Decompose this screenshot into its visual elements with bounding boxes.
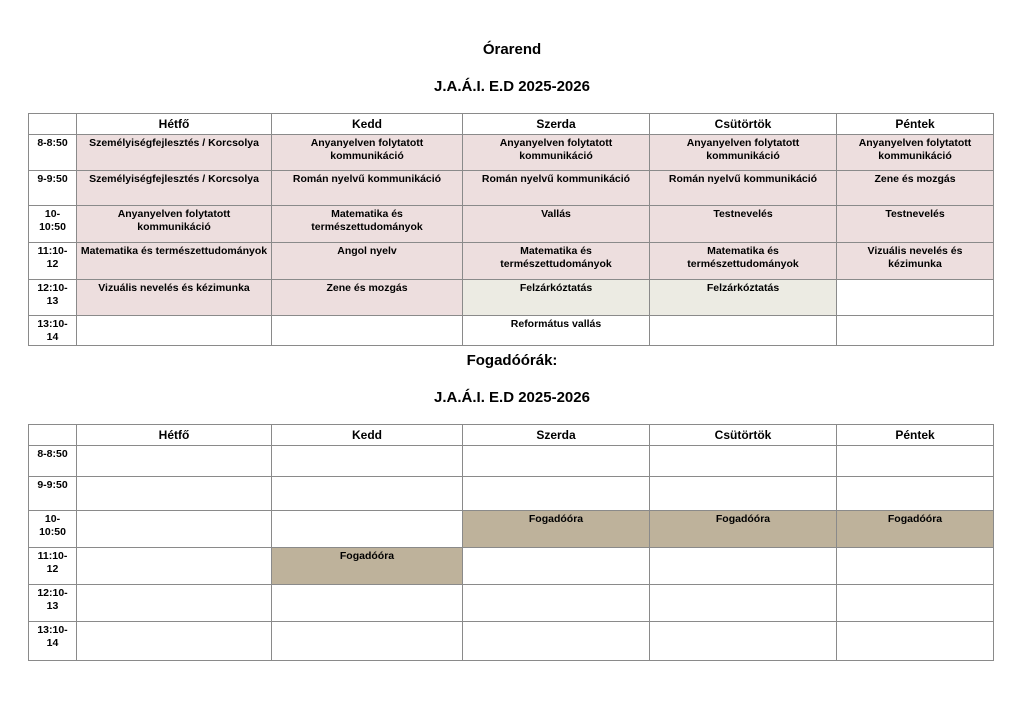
empty-cell <box>650 316 837 346</box>
time-slot: 11:10-12 <box>29 243 77 280</box>
empty-cell <box>77 477 272 511</box>
empty-cell <box>837 446 994 477</box>
table-row <box>29 206 994 243</box>
office-hours-title: Fogadóórák: <box>466 352 558 369</box>
office-hour-cell: Fogadóóra <box>650 511 837 548</box>
office-hour-cell: Fogadóóra <box>463 511 650 548</box>
table-row <box>29 316 994 346</box>
table-row <box>29 446 994 477</box>
day-header: Csütörtök <box>650 114 837 135</box>
empty-cell <box>77 548 272 585</box>
day-header: Péntek <box>837 114 994 135</box>
lesson-cell: Református vallás <box>463 316 650 346</box>
table-row <box>29 171 994 206</box>
table-row <box>29 243 994 280</box>
day-header: Kedd <box>272 114 463 135</box>
lesson-cell: Személyiségfejlesztés / Korcsolya <box>77 135 272 171</box>
empty-cell <box>463 585 650 622</box>
empty-cell <box>77 316 272 346</box>
empty-cell <box>650 585 837 622</box>
lesson-cell: Anyanyelven folytatott kommunikáció <box>77 206 272 243</box>
lesson-cell: Matematika és természettudományok <box>272 206 463 243</box>
day-header: Kedd <box>272 425 463 446</box>
lesson-cell: Anyanyelven folytatott kommunikáció <box>650 135 837 171</box>
time-slot: 8-8:50 <box>29 446 77 477</box>
empty-cell <box>650 622 837 661</box>
empty-cell <box>837 622 994 661</box>
time-slot: 10-10:50 <box>29 511 77 548</box>
empty-cell <box>272 477 463 511</box>
table-row <box>29 548 994 585</box>
table-row <box>29 622 994 661</box>
lesson-cell: Személyiségfejlesztés / Korcsolya <box>77 171 272 206</box>
page-title: Órarend <box>482 41 542 58</box>
lesson-cell: Testnevelés <box>837 206 994 243</box>
empty-cell <box>77 511 272 548</box>
schedule-table <box>28 113 994 346</box>
lesson-cell: Anyanyelven folytatott kommunikáció <box>272 135 463 171</box>
day-header: Hétfő <box>77 114 272 135</box>
lesson-cell: Felzárkóztatás <box>650 280 837 316</box>
table-row <box>29 511 994 548</box>
time-slot: 13:10-14 <box>29 316 77 346</box>
table-row <box>29 280 994 316</box>
lesson-cell: Matematika és természettudományok <box>463 243 650 280</box>
day-header: Szerda <box>463 425 650 446</box>
empty-cell <box>272 316 463 346</box>
time-slot: 12:10-13 <box>29 585 77 622</box>
corner-cell <box>29 114 77 135</box>
schedule-header-row <box>29 114 994 135</box>
empty-cell <box>463 548 650 585</box>
office-hour-cell: Fogadóóra <box>837 511 994 548</box>
lesson-cell: Matematika és természettudományok <box>650 243 837 280</box>
table-row <box>29 585 994 622</box>
lesson-cell: Román nyelvű kommunikáció <box>650 171 837 206</box>
lesson-cell: Vizuális nevelés és kézimunka <box>837 243 994 280</box>
empty-cell <box>837 477 994 511</box>
corner-cell <box>29 425 77 446</box>
office-hours-subtitle: J.A.Á.I. E.D 2025-2026 <box>434 389 590 406</box>
empty-cell <box>272 622 463 661</box>
empty-cell <box>463 477 650 511</box>
office-header-row <box>29 425 994 446</box>
empty-cell <box>837 280 994 316</box>
empty-cell <box>77 585 272 622</box>
day-header: Csütörtök <box>650 425 837 446</box>
lesson-cell: Román nyelvű kommunikáció <box>463 171 650 206</box>
lesson-cell: Zene és mozgás <box>837 171 994 206</box>
time-slot: 8-8:50 <box>29 135 77 171</box>
lesson-cell: Anyanyelven folytatott kommunikáció <box>463 135 650 171</box>
lesson-cell: Zene és mozgás <box>272 280 463 316</box>
empty-cell <box>463 446 650 477</box>
table-row <box>29 135 994 171</box>
empty-cell <box>272 511 463 548</box>
empty-cell <box>77 446 272 477</box>
day-header: Szerda <box>463 114 650 135</box>
time-slot: 9-9:50 <box>29 477 77 511</box>
time-slot: 13:10-14 <box>29 622 77 661</box>
lesson-cell: Matematika és természettudományok <box>77 243 272 280</box>
day-header: Péntek <box>837 425 994 446</box>
empty-cell <box>272 585 463 622</box>
day-header: Hétfő <box>77 425 272 446</box>
page-subtitle: J.A.Á.I. E.D 2025-2026 <box>434 78 590 95</box>
lesson-cell: Vizuális nevelés és kézimunka <box>77 280 272 316</box>
empty-cell <box>650 548 837 585</box>
empty-cell <box>837 548 994 585</box>
time-slot: 11:10-12 <box>29 548 77 585</box>
empty-cell <box>272 446 463 477</box>
lesson-cell: Felzárkóztatás <box>463 280 650 316</box>
empty-cell <box>837 316 994 346</box>
lesson-cell: Román nyelvű kommunikáció <box>272 171 463 206</box>
lesson-cell: Vallás <box>463 206 650 243</box>
time-slot: 12:10-13 <box>29 280 77 316</box>
empty-cell <box>77 622 272 661</box>
lesson-cell: Anyanyelven folytatott kommunikáció <box>837 135 994 171</box>
lesson-cell: Angol nyelv <box>272 243 463 280</box>
office-hour-cell: Fogadóóra <box>272 548 463 585</box>
table-row <box>29 477 994 511</box>
empty-cell <box>463 622 650 661</box>
empty-cell <box>837 585 994 622</box>
empty-cell <box>650 477 837 511</box>
empty-cell <box>650 446 837 477</box>
time-slot: 10-10:50 <box>29 206 77 243</box>
time-slot: 9-9:50 <box>29 171 77 206</box>
lesson-cell: Testnevelés <box>650 206 837 243</box>
office-hours-table <box>28 424 994 661</box>
